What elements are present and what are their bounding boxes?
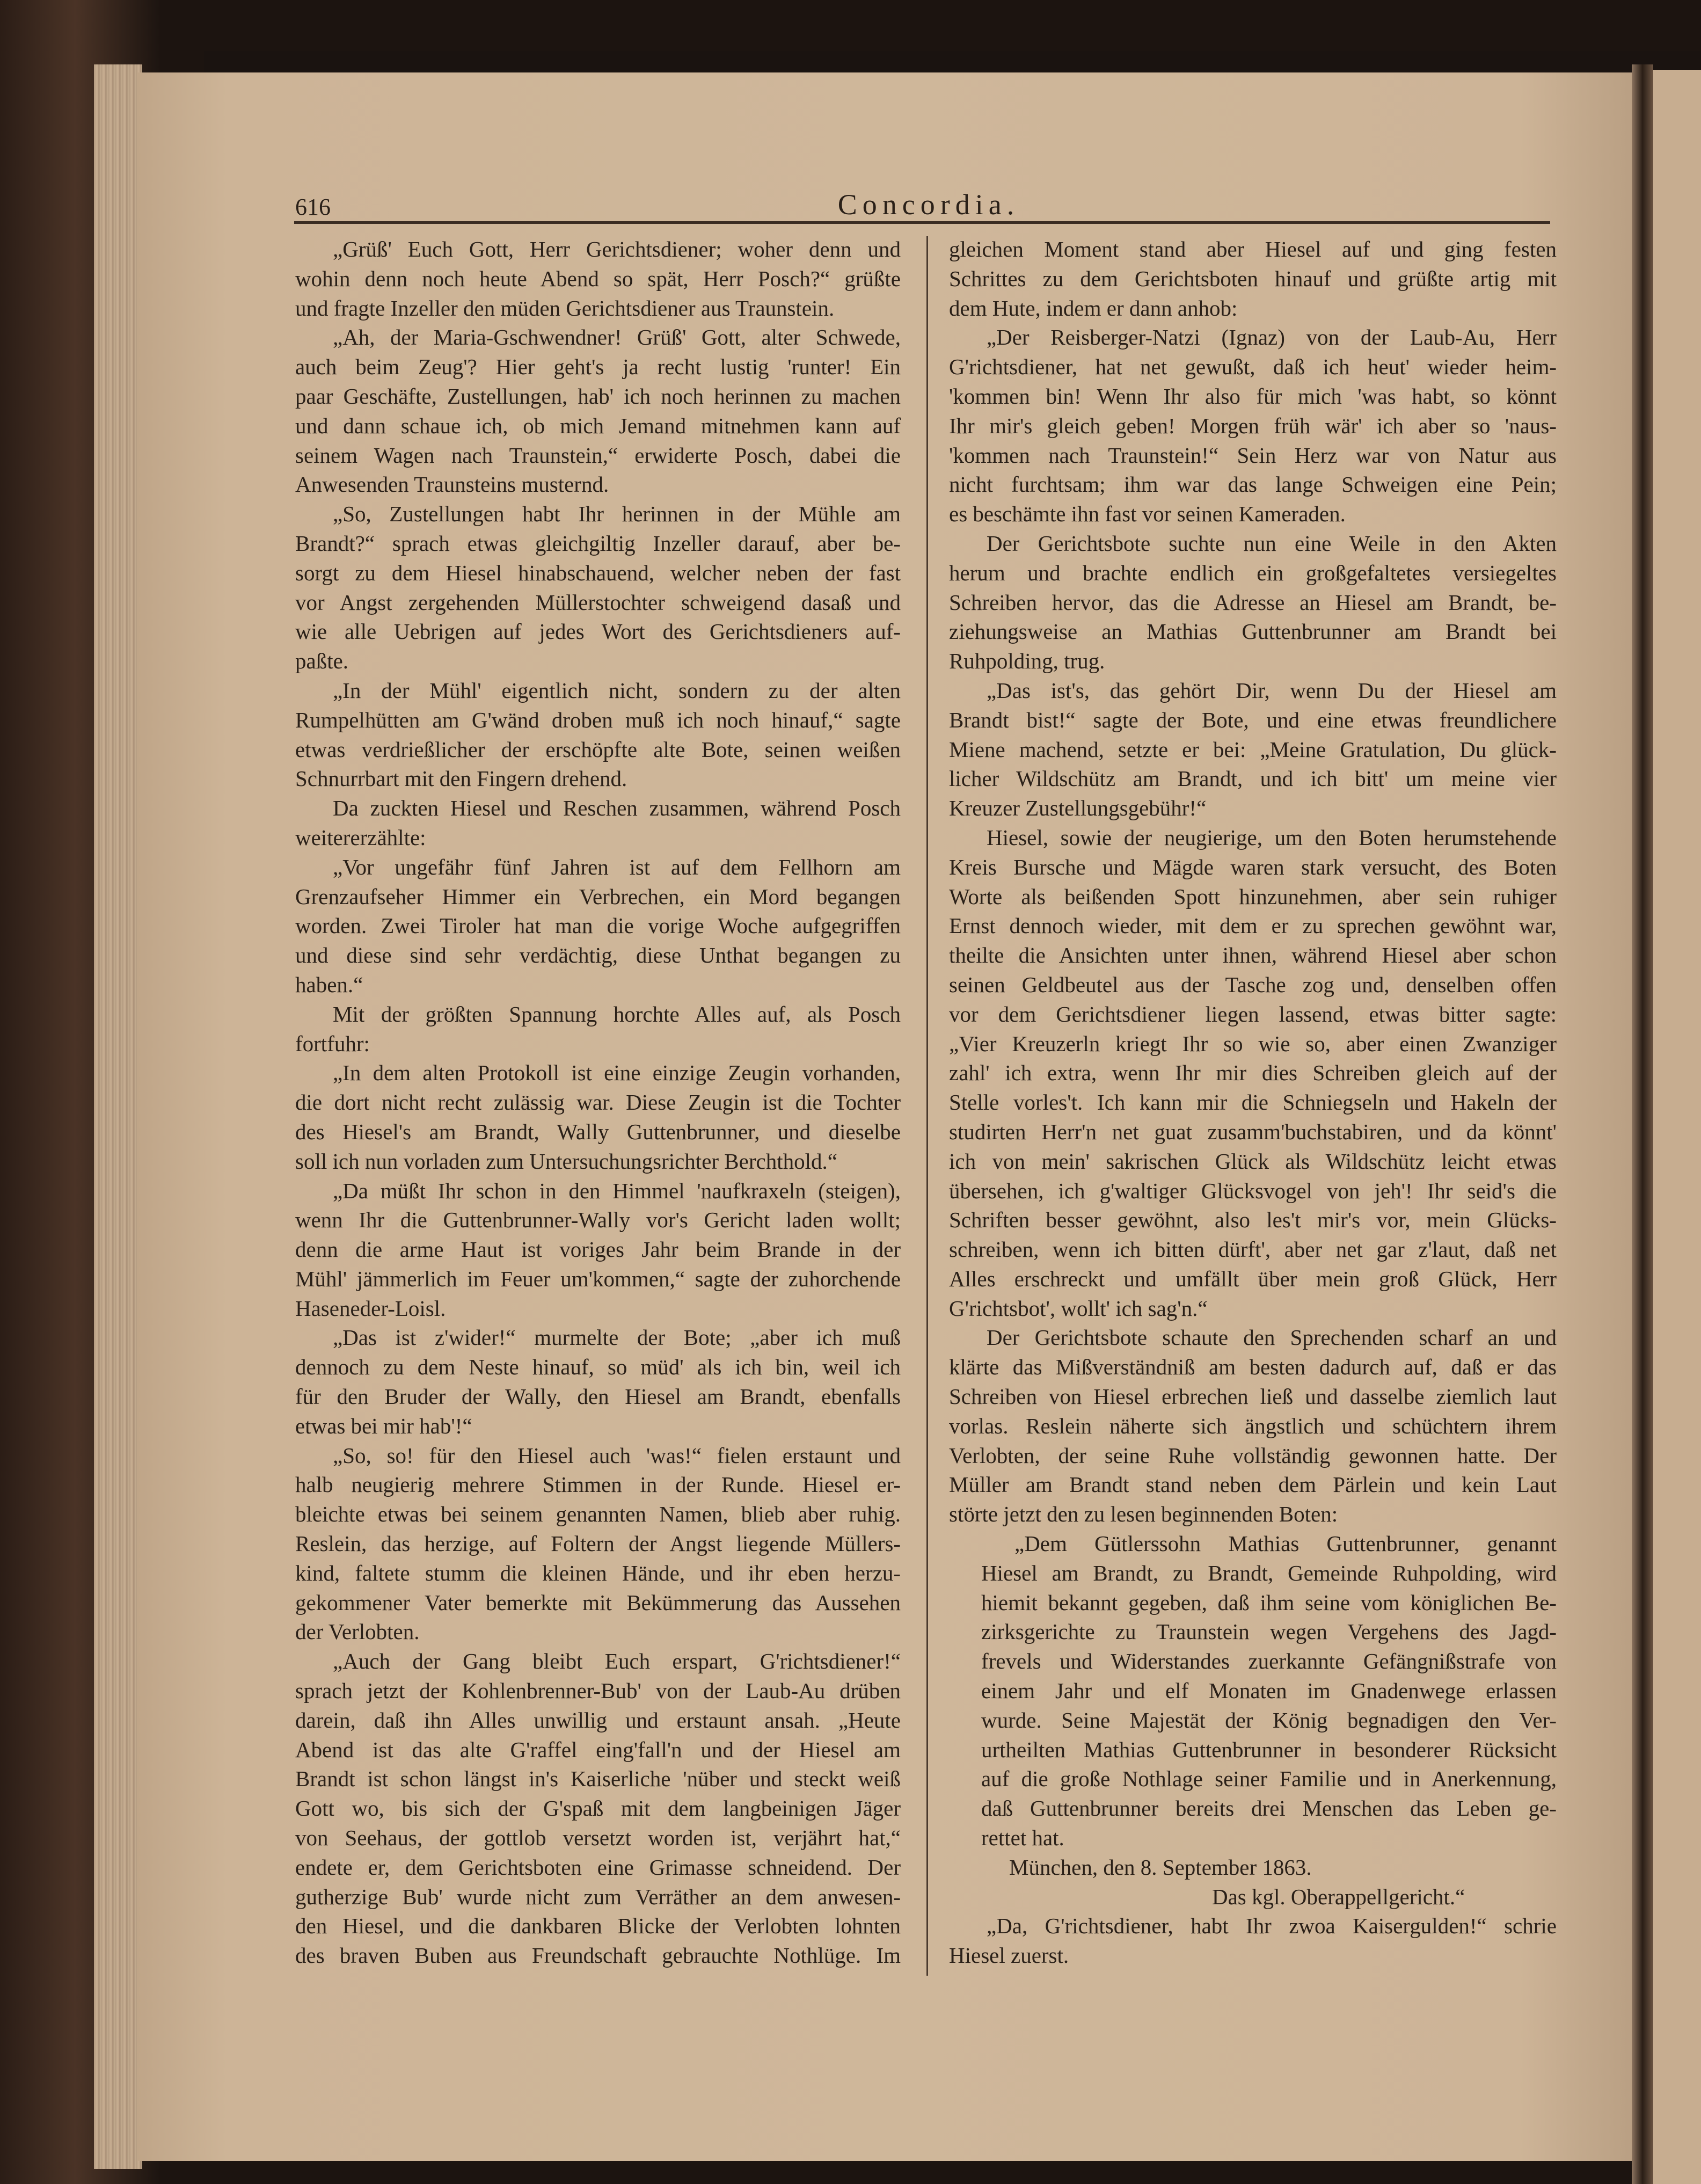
text-line: daß Guttenbrunner bereits drei Menschen das Leben ge- [981, 1796, 1557, 1821]
paragraph [295, 499, 901, 676]
text-line: „Ah, der Maria-Gschwendner! Grüß' Gott, alter Schwede, [333, 325, 901, 350]
text-line: halb neugierig mehrere Stimmen in der Runde. Hiesel er- [295, 1472, 901, 1497]
text-line: wenn Ihr die Guttenbrunner-Wally vor's Gericht laden wollt; [295, 1207, 901, 1233]
text-line: zahl' ich extra, wenn Ihr mir dies Schreiben gleich auf der [949, 1060, 1557, 1086]
text-line: „Vor ungefähr fünf Jahren ist auf dem Fellhorn am [333, 854, 901, 879]
text-line: Brandt bist!“ sagte der Bote, und eine etwas freundlichere [949, 707, 1557, 732]
text-line: auch beim Zeug'? Hier geht's ja recht lustig 'runter! Ein [295, 354, 901, 380]
paragraph [295, 1441, 901, 1647]
paragraph [949, 235, 1557, 323]
paragraph [295, 235, 901, 323]
paragraph [949, 1323, 1557, 1529]
paragraph [295, 1176, 901, 1323]
facing-page-edge [1653, 70, 1701, 2184]
text-line: weitererzählte: [295, 825, 426, 850]
text-line: Hiesel am Brandt, zu Brandt, Gemeinde Ruhpolding, wird [981, 1560, 1557, 1585]
text-line: Brandt?“ sprach etwas gleichgiltig Inzeller darauf, aber be- [295, 530, 901, 556]
text-line: „Vier Kreuzerln kriegt Ihr so wie so, aber einen Zwanziger [949, 1031, 1557, 1056]
text-line: gekommener Vater bemerkte mit Bekümmerung das Aussehen [295, 1590, 901, 1615]
text-line: sorgt zu dem Hiesel hinabschauend, welcher neben der fast [295, 560, 901, 585]
text-line: G'richtsbot', wollt' ich sag'n.“ [949, 1295, 1208, 1321]
page-number: 616 [295, 194, 331, 220]
text-line: Haseneder-Loisl. [295, 1295, 446, 1321]
text-line: Schriften besser gewöhnt, also les't mir's vor, mein Glücks- [949, 1207, 1557, 1233]
text-line: es beschämte ihn fast vor seinen Kameraden. [949, 501, 1346, 527]
text-line: „Der Reisberger-Natzi (Ignaz) von der Laub-Au, Herr [987, 325, 1557, 350]
text-line: licher Wildschütz am Brandt, und ich bitt' um meine vier [949, 766, 1557, 791]
text-line: Reslein, das herzige, auf Foltern der Angst liegende Müllers- [295, 1531, 901, 1556]
text-line: denn die arme Haut ist voriges Jahr beim Brande in der [295, 1237, 901, 1262]
text-line: des braven Buben aus Freundschaft gebrauchte Nothlüge. Im [295, 1943, 901, 1968]
text-line: Kreuzer Zustellungsgebühr!“ [949, 796, 1207, 821]
text-line: bleichte etwas bei seinem genannten Namen, blieb aber ruhig. [295, 1502, 901, 1527]
text-line: „Auch der Gang bleibt Euch erspart, G'richtsdiener!“ [333, 1649, 901, 1674]
text-line: und dann schaue ich, ob mich Jemand mitnehmen kann auf [295, 413, 901, 438]
text-line: haben.“ [295, 972, 363, 997]
text-line: und fragte Inzeller den müden Gerichtsdiener aus Traunstein. [295, 295, 835, 321]
text-line: Mit der größten Spannung horchte Alles auf, als Posch [333, 1001, 901, 1027]
text-line: Schreiben von Hiesel erbrechen ließ und dasselbe ziemlich laut [949, 1384, 1557, 1409]
text-line: etwas bei mir hab'!“ [295, 1413, 472, 1438]
text-line: auf die große Nothlage seiner Familie und in Anerkennung, [981, 1766, 1557, 1792]
text-line: „Das ist z'wider!“ murmelte der Bote; „aber ich muß [333, 1325, 901, 1350]
paragraph [295, 1058, 901, 1176]
text-line: München, den 8. September 1863. [1009, 1854, 1312, 1880]
paragraph [295, 676, 901, 793]
text-line: herum und brachte endlich ein großgefaltetes versiegeltes [949, 560, 1557, 585]
text-line: einem Jahr und elf Monaten im Gnadenwege erlassen [981, 1678, 1557, 1703]
text-line: „In der Mühl' eigentlich nicht, sondern zu der alten [333, 678, 901, 703]
text-line: seinen Geldbeutel aus der Tasche zog und, denselben offen [949, 972, 1557, 997]
text-line: Müller am Brandt stand neben dem Pärlein und kein Laut [949, 1472, 1557, 1497]
paragraph [295, 853, 901, 1000]
book-top-edge [204, 51, 1701, 72]
text-line: Ruhpolding, trug. [949, 649, 1105, 674]
date-line [949, 1853, 1557, 1882]
paragraph [949, 1911, 1557, 1970]
text-line: Rumpelhütten am G'wänd droben muß ich noch hinauf,“ sagte [295, 707, 901, 732]
text-line: wie alle Uebrigen auf jedes Wort des Gerichtsdieners auf- [295, 619, 901, 644]
text-line: kind, faltete stumm die kleinen Hände, und ihr eben herzu- [295, 1560, 901, 1585]
text-line: „Grüß' Euch Gott, Herr Gerichtsdiener; woher denn und [333, 237, 901, 261]
text-line: Gott wo, bis sich der G'spaß mit dem langbeinigen Jäger [295, 1796, 901, 1821]
paragraph [295, 793, 901, 853]
text-line: fortfuhr: [295, 1031, 370, 1056]
text-line: gleichen Moment stand aber Hiesel auf und ging festen [949, 237, 1557, 261]
text-line: vor Angst zergehenden Müllerstochter schweigend dasaß und [295, 589, 901, 615]
text-line: Schrittes zu dem Gerichtsboten hinauf und grüßte artig mit [949, 266, 1557, 291]
text-line: studirten Herr'n net guat zusamm'buchstabiren, und da könnt' [949, 1119, 1557, 1144]
text-line: hiemit bekannt gegeben, daß ihm seine vom königlichen Be- [981, 1590, 1557, 1615]
text-line: gutherzige Bub' wurde nicht zum Verräther an dem anwesen- [295, 1884, 901, 1909]
text-line: Brandt ist schon längst in's Kaiserliche 'nüber und steckt weiß [295, 1766, 901, 1792]
text-line: ziehungsweise an Mathias Guttenbrunner am Brandt bei [949, 619, 1557, 644]
column-divider [926, 236, 928, 1976]
text-line: G'richtsdiener, hat net gewußt, daß ich heut' wieder heim- [949, 354, 1557, 380]
text-line: Ihr mir's gleich geben! Morgen früh wär' ich aber so 'naus- [949, 413, 1557, 438]
text-line: „Da, G'richtsdiener, habt Ihr zwoa Kaisergulden!“ schrie [987, 1913, 1557, 1939]
text-line: worden. Zwei Tiroler hat man die vorige Woche aufgegriffen [295, 913, 901, 938]
text-line: 'kommen bin! Wenn Ihr also für mich 'was habt, so könnt [949, 383, 1557, 409]
text-line: Worte als beißenden Spott hinzunehmen, aber sein ruhiger [949, 884, 1557, 909]
text-line: „Da müßt Ihr schon in den Himmel 'naufkraxeln (steigen), [333, 1178, 901, 1203]
text-line: etwas verdrießlicher der erschöpfte alte Bote, seinen weißen [295, 737, 901, 762]
text-line: Verlobten, der seine Ruhe vollständig gewonnen hatte. Der [949, 1443, 1557, 1468]
text-line: Mühl' jämmerlich im Feuer um'kommen,“ sagte der zuhorchende [295, 1266, 901, 1291]
text-line: Ernst dennoch wieder, mit dem er zu sprechen gewöhnt war, [949, 913, 1557, 938]
text-line: urtheilten Mathias Guttenbrunner in besonderer Rücksicht [981, 1737, 1557, 1762]
left-column [295, 235, 901, 1970]
text-line: frevels und Widerstandes zuerkannte Gefängnißstrafe von [981, 1649, 1557, 1674]
text-line: vor dem Gerichtsdiener liegen lassend, etwas bitter sagte: [949, 1001, 1557, 1027]
text-line: für den Bruder der Wally, den Hiesel am Brandt, ebenfalls [295, 1384, 901, 1409]
text-line: und diese sind sehr verdächtig, diese Unthat begangen zu [295, 943, 901, 968]
text-line: Anwesenden Traunsteins musternd. [295, 472, 609, 497]
text-line: den Hiesel, und die dankbaren Blicke der Verlobten lohnten [295, 1913, 901, 1939]
text-line: zirksgerichte zu Traunstein wegen Vergehens des Jagd- [981, 1619, 1557, 1644]
text-line: Stelle vorles't. Ich kann mir die Schniegseln und Hakeln der [949, 1090, 1557, 1115]
text-line: endete er, dem Gerichtsboten eine Grimasse schneidend. Der [295, 1854, 901, 1880]
text-line: schreiben, wenn ich bitten dürft', aber net gar z'laut, daß net [949, 1237, 1557, 1262]
text-line: Schnurrbart mit den Fingern drehend. [295, 766, 627, 791]
text-line: paßte. [295, 649, 349, 674]
text-line: seinem Wagen nach Traunstein,“ erwiderte Posch, dabei die [295, 442, 901, 468]
text-line: sprach jetzt der Kohlenbrenner-Bub' von der Laub-Au drüben [295, 1678, 901, 1703]
text-line: der Verlobten. [295, 1619, 420, 1644]
text-line: Alles erschreckt und umfällt über mein groß Glück, Herr [949, 1266, 1557, 1291]
text-line: 'kommen nach Traunstein!“ Sein Herz war von Natur aus [949, 442, 1557, 468]
book-gutter [1632, 64, 1653, 2184]
text-line: klärte das Mißverständniß am besten dadurch auf, daß er das [949, 1355, 1557, 1380]
page-edges [94, 64, 142, 2169]
text-line: Der Gerichtsbote schaute den Sprechenden scharf an und [987, 1325, 1557, 1350]
right-column [949, 235, 1557, 1970]
text-line: vorlas. Reslein näherte sich ängstlich und schüchtern ihrem [949, 1413, 1557, 1438]
text-line: Da zuckten Hiesel und Reschen zusammen, während Posch [333, 796, 901, 821]
paragraph [295, 1647, 901, 1970]
paragraph [949, 323, 1557, 529]
text-line: Hiesel, sowie der neugierige, um den Boten herumstehende [987, 825, 1557, 850]
text-line: störte jetzt den zu lesen beginnenden Boten: [949, 1502, 1338, 1527]
header-rule [294, 221, 1550, 224]
text-line: wohin denn noch heute Abend so spät, Herr Posch?“ grüßte [295, 266, 901, 291]
paragraph [949, 676, 1557, 823]
text-line: „Dem Gütlerssohn Mathias Guttenbrunner, genannt [1014, 1531, 1557, 1556]
text-line: „So, so! für den Hiesel auch 'was!“ fielen erstaunt und [333, 1443, 901, 1468]
text-line: nicht furchtsam; ihm war das lange Schweigen eine Pein; [949, 472, 1557, 497]
paragraph [949, 823, 1557, 1323]
quoted-decree [949, 1529, 1557, 1853]
text-line: soll ich nun vorladen zum Untersuchungsrichter Berchthold.“ [295, 1148, 837, 1174]
text-line: „In dem alten Protokoll ist eine einzige Zeugin vorhanden, [333, 1060, 901, 1086]
paragraph [949, 529, 1557, 676]
text-line: „Das ist's, das gehört Dir, wenn Du der Hiesel am [987, 678, 1557, 703]
text-line: theilte die Ansichten unter ihnen, während Hiesel aber schon [949, 943, 1557, 968]
paragraph [295, 1323, 901, 1440]
text-line: übersehen, ich g'waltiger Glücksvogel von jeh'! Ihr seid's die [949, 1178, 1557, 1203]
text-line: Schreiben hervor, das die Adresse an Hiesel am Brandt, be- [949, 589, 1557, 615]
paragraph [295, 323, 901, 499]
text-line: dennoch zu dem Neste hinauf, so müd' als ich bin, weil ich [295, 1355, 901, 1380]
text-line: wurde. Seine Majestät der König begnadigen den Ver- [981, 1707, 1557, 1732]
text-line: die dort nicht recht zulässig war. Diese Zeugin ist die Tochter [295, 1090, 901, 1115]
text-line: von Seehaus, der gottlob versetzt worden ist, verjährt hat,“ [295, 1825, 901, 1851]
text-line: Miene machend, setzte er bei: „Meine Gratulation, Du glück- [949, 737, 1557, 762]
text-line: Abend ist das alte G'raffel eing'fall'n und der Hiesel am [295, 1737, 901, 1762]
text-line: Der Gerichtsbote suchte nun eine Weile in den Akten [987, 530, 1557, 556]
text-line: paar Geschäfte, Zustellungen, hab' ich noch herinnen zu machen [295, 383, 901, 409]
text-line: rettet hat. [981, 1825, 1064, 1851]
text-line: darein, daß ihn Alles unwillig und erstaunt ansah. „Heute [295, 1707, 901, 1732]
signature-line [949, 1882, 1557, 1912]
text-line: dem Hute, indem er dann anhob: [949, 295, 1238, 321]
text-line: ich von mein' sakrischen Glück als Wildschütz leicht etwas [949, 1148, 1557, 1174]
running-title: Concordia. [837, 188, 1020, 221]
text-line: Das kgl. Oberappellgericht.“ [1212, 1884, 1465, 1909]
paragraph [295, 1000, 901, 1059]
text-line: des Hiesel's am Brandt, Wally Guttenbrunner, und dieselbe [295, 1119, 901, 1144]
text-line: Kreis Bursche und Mägde waren stark versucht, des Boten [949, 854, 1557, 879]
text-line: Hiesel zuerst. [949, 1943, 1069, 1968]
text-line: „So, Zustellungen habt Ihr herinnen in der Mühle am [333, 501, 901, 527]
text-line: Grenzaufseher Himmer ein Verbrechen, ein Mord begangen [295, 884, 901, 909]
